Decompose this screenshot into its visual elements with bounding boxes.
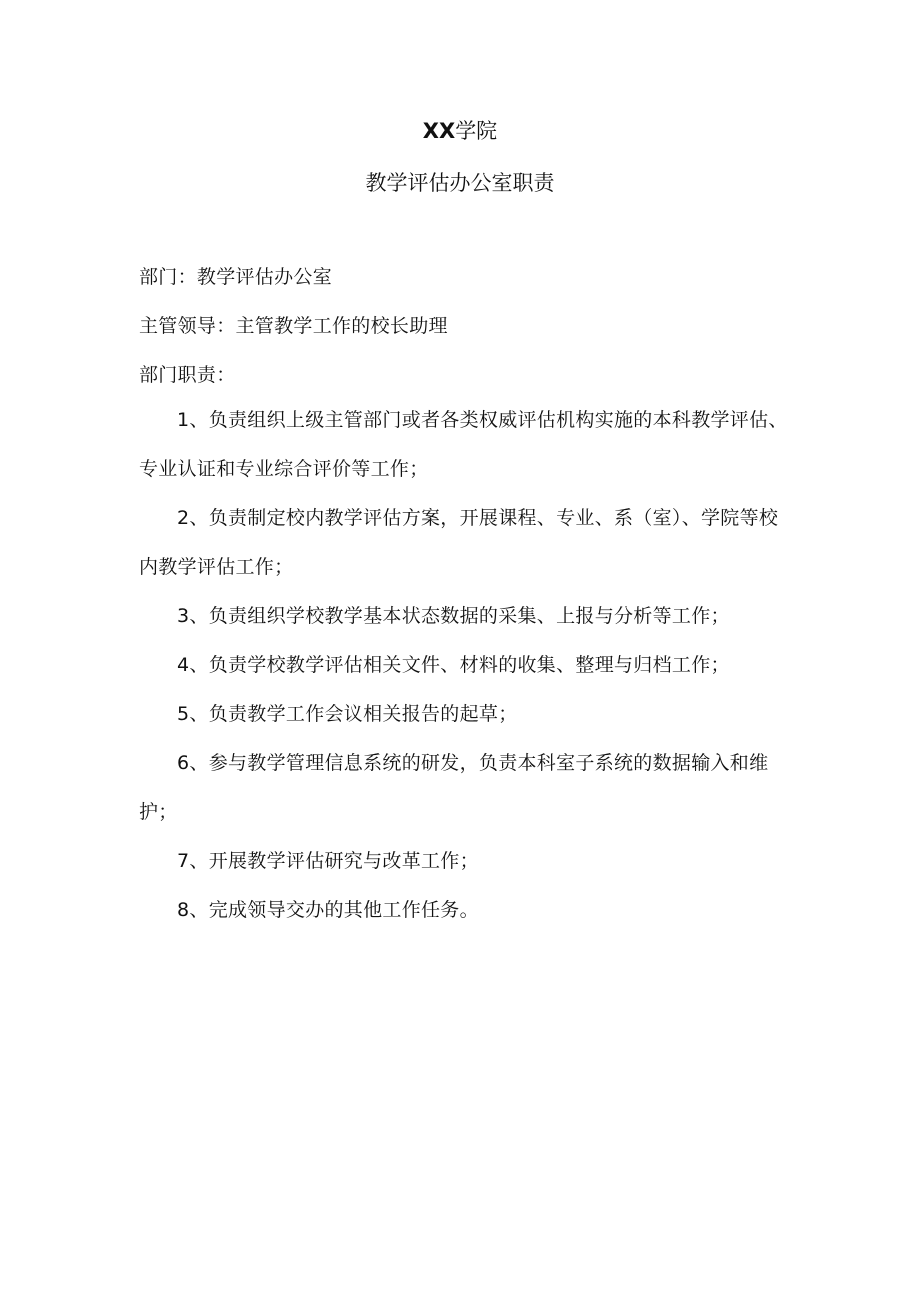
duties-list [139,396,789,935]
duties-heading: 部门职责： [139,364,236,386]
document-title: 教学评估办公室职责 [365,171,555,195]
duty-item-6: 6、参与教学管理信息系统的研发，负责本科室子系统的数据输入和维护； [139,752,769,823]
leader-line: 主管领导：主管教学工作的校长助理 [139,315,448,337]
duty-item-3: 3、负责组织学校教学基本状态数据的采集、上报与分析等工作； [177,605,730,627]
department-line: 部门：教学评估办公室 [139,266,333,288]
duty-item-4: 4、负责学校教学评估相关文件、材料的收集、整理与归档工作； [177,654,730,676]
duty-item-1: 1、负责组织上级主管部门或者各类权威评估机构实施的本科教学评估、专业认证和专业综合评价等工作； [139,409,788,480]
institution-prefix: XX [422,119,456,143]
duty-item-5: 5、负责教学工作会议相关报告的起草； [177,703,518,725]
institution-suffix: 学院 [455,119,498,143]
duty-item-8: 8、完成领导交办的其他工作任务。 [177,899,479,921]
duty-item-2: 2、负责制定校内教学评估方案，开展课程、专业、系（室）、学院等校内教学评估工作； [139,507,779,578]
institution-title [0,116,920,146]
meta-block [139,253,789,400]
duty-item-7: 7、开展教学评估研究与改革工作； [177,850,479,872]
